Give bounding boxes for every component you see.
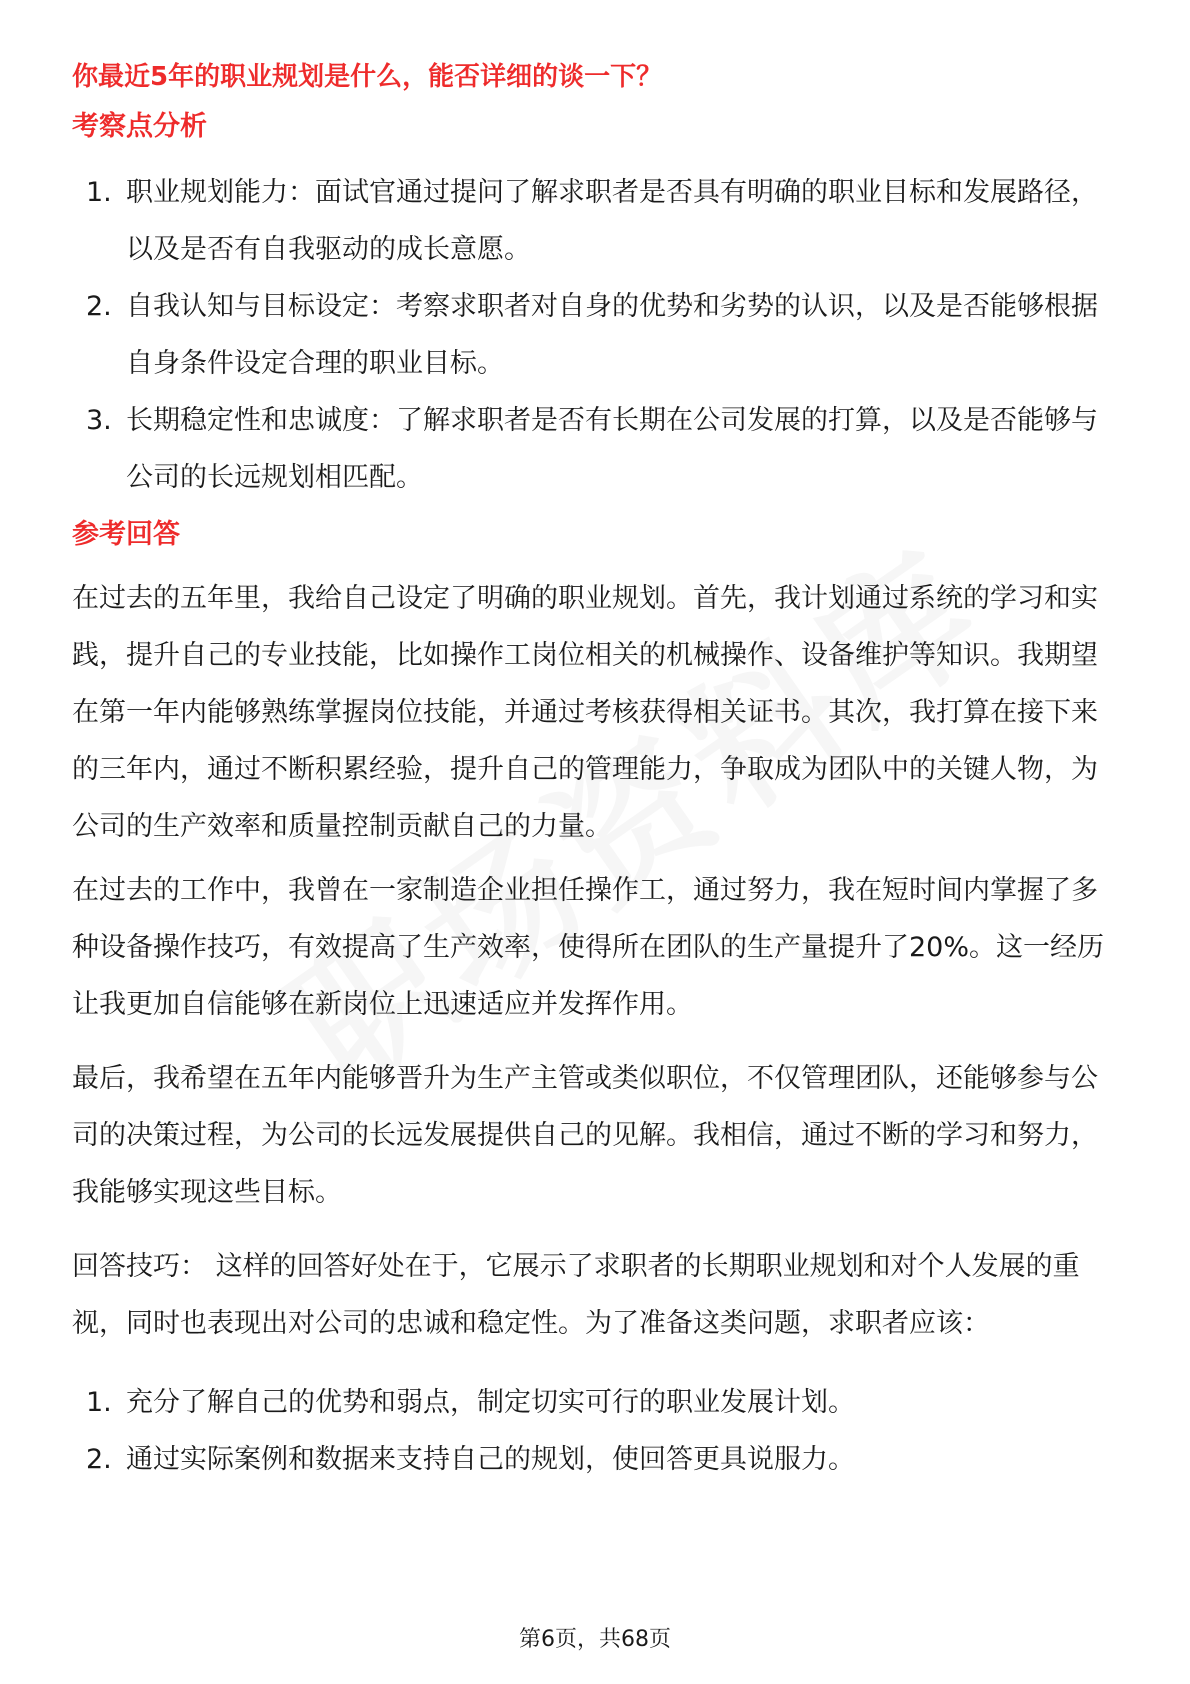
list-number: 2. [86, 291, 112, 322]
analysis-item-text: 职业规划能力：面试官通过提问了解求职者是否具有明确的职业目标和发展路径，以及是否有自我驱动的成长意愿。 [126, 177, 1098, 265]
tip-item-text: 充分了解自己的优势和弱点，制定切实可行的职业发展计划。 [126, 1387, 855, 1418]
list-number: 2. [86, 1444, 112, 1475]
list-number: 1. [86, 1387, 112, 1418]
reference-paragraph-3: 最后，我希望在五年内能够晋升为生产主管或类似职位，不仅管理团队，还能够参与公司的决策过程，为公司的长远发展提供自己的见解。我相信，通过不断的学习和努力，我能够实现这些目标。 [72, 1063, 1098, 1208]
analysis-item-text: 自我认知与目标设定：考察求职者对自身的优势和劣势的认识，以及是否能够根据自身条件设定合理的职业目标。 [126, 291, 1098, 379]
list-number: 1. [86, 177, 112, 208]
page-footer: 第6页，共68页 [519, 1627, 671, 1652]
answer-tips-paragraph: 回答技巧： 这样的回答好处在于，它展示了求职者的长期职业规划和对个人发展的重视，同时也表现出对公司的忠诚和稳定性。为了准备这类问题，求职者应该： [72, 1251, 1080, 1339]
question-heading: 你最近5年的职业规划是什么，能否详细的谈一下？ [72, 62, 663, 92]
list-number: 3. [86, 405, 112, 436]
analysis-item-3 [72, 392, 1122, 506]
analysis-title: 考察点分析 [72, 111, 207, 142]
tips-list [72, 1374, 1122, 1488]
analysis-item-1 [72, 164, 1122, 278]
analysis-item-2 [72, 278, 1122, 392]
reference-paragraph-1: 在过去的五年里，我给自己设定了明确的职业规划。首先，我计划通过系统的学习和实践，提升自己的专业技能，比如操作工岗位相关的机械操作、设备维护等知识。我期望在第一年内能够熟练掌握岗位技能，并通过考核获得相关证书。其次，我打算在接下来的三年内，通过不断积累经验，提升自己的管理能力，争取成为团队中的关键人物，为公司的生产效率和质量控制贡献自己的力量。 [72, 583, 1098, 842]
tip-item-text: 通过实际案例和数据来支持自己的规划，使回答更具说服力。 [126, 1444, 855, 1475]
tip-item-2 [72, 1431, 1122, 1488]
reference-paragraph-2: 在过去的工作中，我曾在一家制造企业担任操作工，通过努力，我在短时间内掌握了多种设备操作技巧，有效提高了生产效率，使得所在团队的生产量提升了20%。这一经历让我更加自信能够在新岗位上迅速适应并发挥作用。 [72, 875, 1105, 1020]
analysis-list [72, 164, 1122, 506]
analysis-item-text: 长期稳定性和忠诚度：了解求职者是否有长期在公司发展的打算，以及是否能够与公司的长远规划相匹配。 [126, 405, 1098, 493]
reference-title: 参考回答 [72, 519, 180, 550]
tip-item-1 [72, 1374, 1122, 1431]
